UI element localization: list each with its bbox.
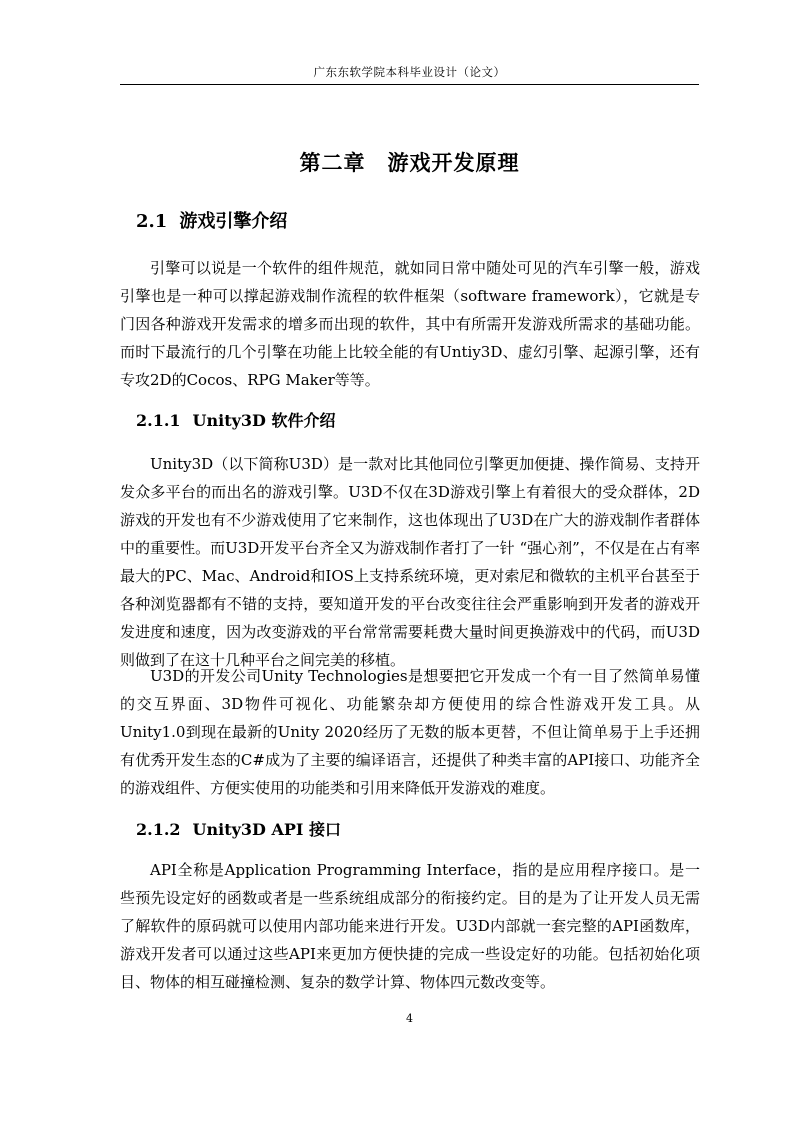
section-number: 2.1.2 [136,820,181,839]
section-number: 2.1.1 [136,411,181,430]
section-heading-2-1 [136,207,287,233]
header-rule [120,84,699,85]
section-heading-2-1-1 [136,408,335,431]
paragraph-api-intro: API全称是Application Programming Interface，指的是应用程序接口。是一些预先设定好的函数或者是一些系统组成部分的衔接约定。目的是为了让开发人员无需了解软件的原码就可以使用内部功能来进行开发。U3D内部就一套完整的API函数库，游戏开发者可以通过这些API来更加方便快捷的完成一些设定好的功能。包括初始化项目、物体的相互碰撞检测、复杂的数学计算、物体四元数改变等。 [120,861,700,991]
paragraph-unity-technologies: U3D的开发公司Unity Technologies是想要把它开发成一个有一目了然简单易懂的交互界面、3D物件可视化、功能繁杂却方便使用的综合性游戏开发工具。从Unity1.0到现在最新的Unity 2020经历了无数的版本更替，不但让简单易于上手还拥有优秀开发生态的C#成为了主要的编译语言，还提供了种类丰富的API接口、功能齐全的游戏组件、方便实使用的功能类和引用来降低开发游戏的难度。 [120,667,700,797]
paragraph-unity3d-intro: Unity3D（以下简称U3D）是一款对比其他同位引擎更加便捷、操作简易、支持开发众多平台的而出名的游戏引擎。U3D不仅在3D游戏引擎上有着很大的受众群体，2D游戏的开发也有不少游戏使用了它来制作，这也体现出了U3D在广大的游戏制作者群体中的重要性。而U3D开发平台齐全又为游戏制作者打了一针 “强心剂”，不仅是在占有率最大的PC、Mac、Android和IOS上支持系统环境，更对索尼和微软的主机平台甚至于各种浏览器都有不错的支持，要知道开发的平台改变往往会严重影响到开发者的游戏开发进度和速度，因为改变游戏的平台常常需要耗费大量时间更换游戏中的代码，而U3D则做到了在这十几种平台之间完美的移植。 [120,455,700,669]
section-title: 游戏引擎介绍 [179,211,288,232]
section-title: Unity3D API 接口 [192,820,341,839]
section-heading-2-1-2 [136,817,341,840]
section-title: Unity3D 软件介绍 [192,411,336,430]
paragraph-engine-intro: 引擎可以说是一个软件的组件规范，就如同日常中随处可见的汽车引擎一般，游戏引擎也是一种可以撑起游戏制作流程的软件框架（software framework），它就是专门因各种游戏开发需求的增多而出现的软件，其中有所需开发游戏所需求的基础功能。而时下最流行的几个引擎在功能上比较全能的有Untiy3D、虚幻引擎、起源引擎，还有专攻2D的Cocos、RPG Maker等等。 [120,259,700,389]
chapter-title: 第二章 游戏开发原理 [299,150,520,175]
running-header: 广东东软学院本科毕业设计（论文） [313,65,506,79]
page-number: 4 [406,1012,413,1025]
section-number: 2.1 [136,211,168,232]
